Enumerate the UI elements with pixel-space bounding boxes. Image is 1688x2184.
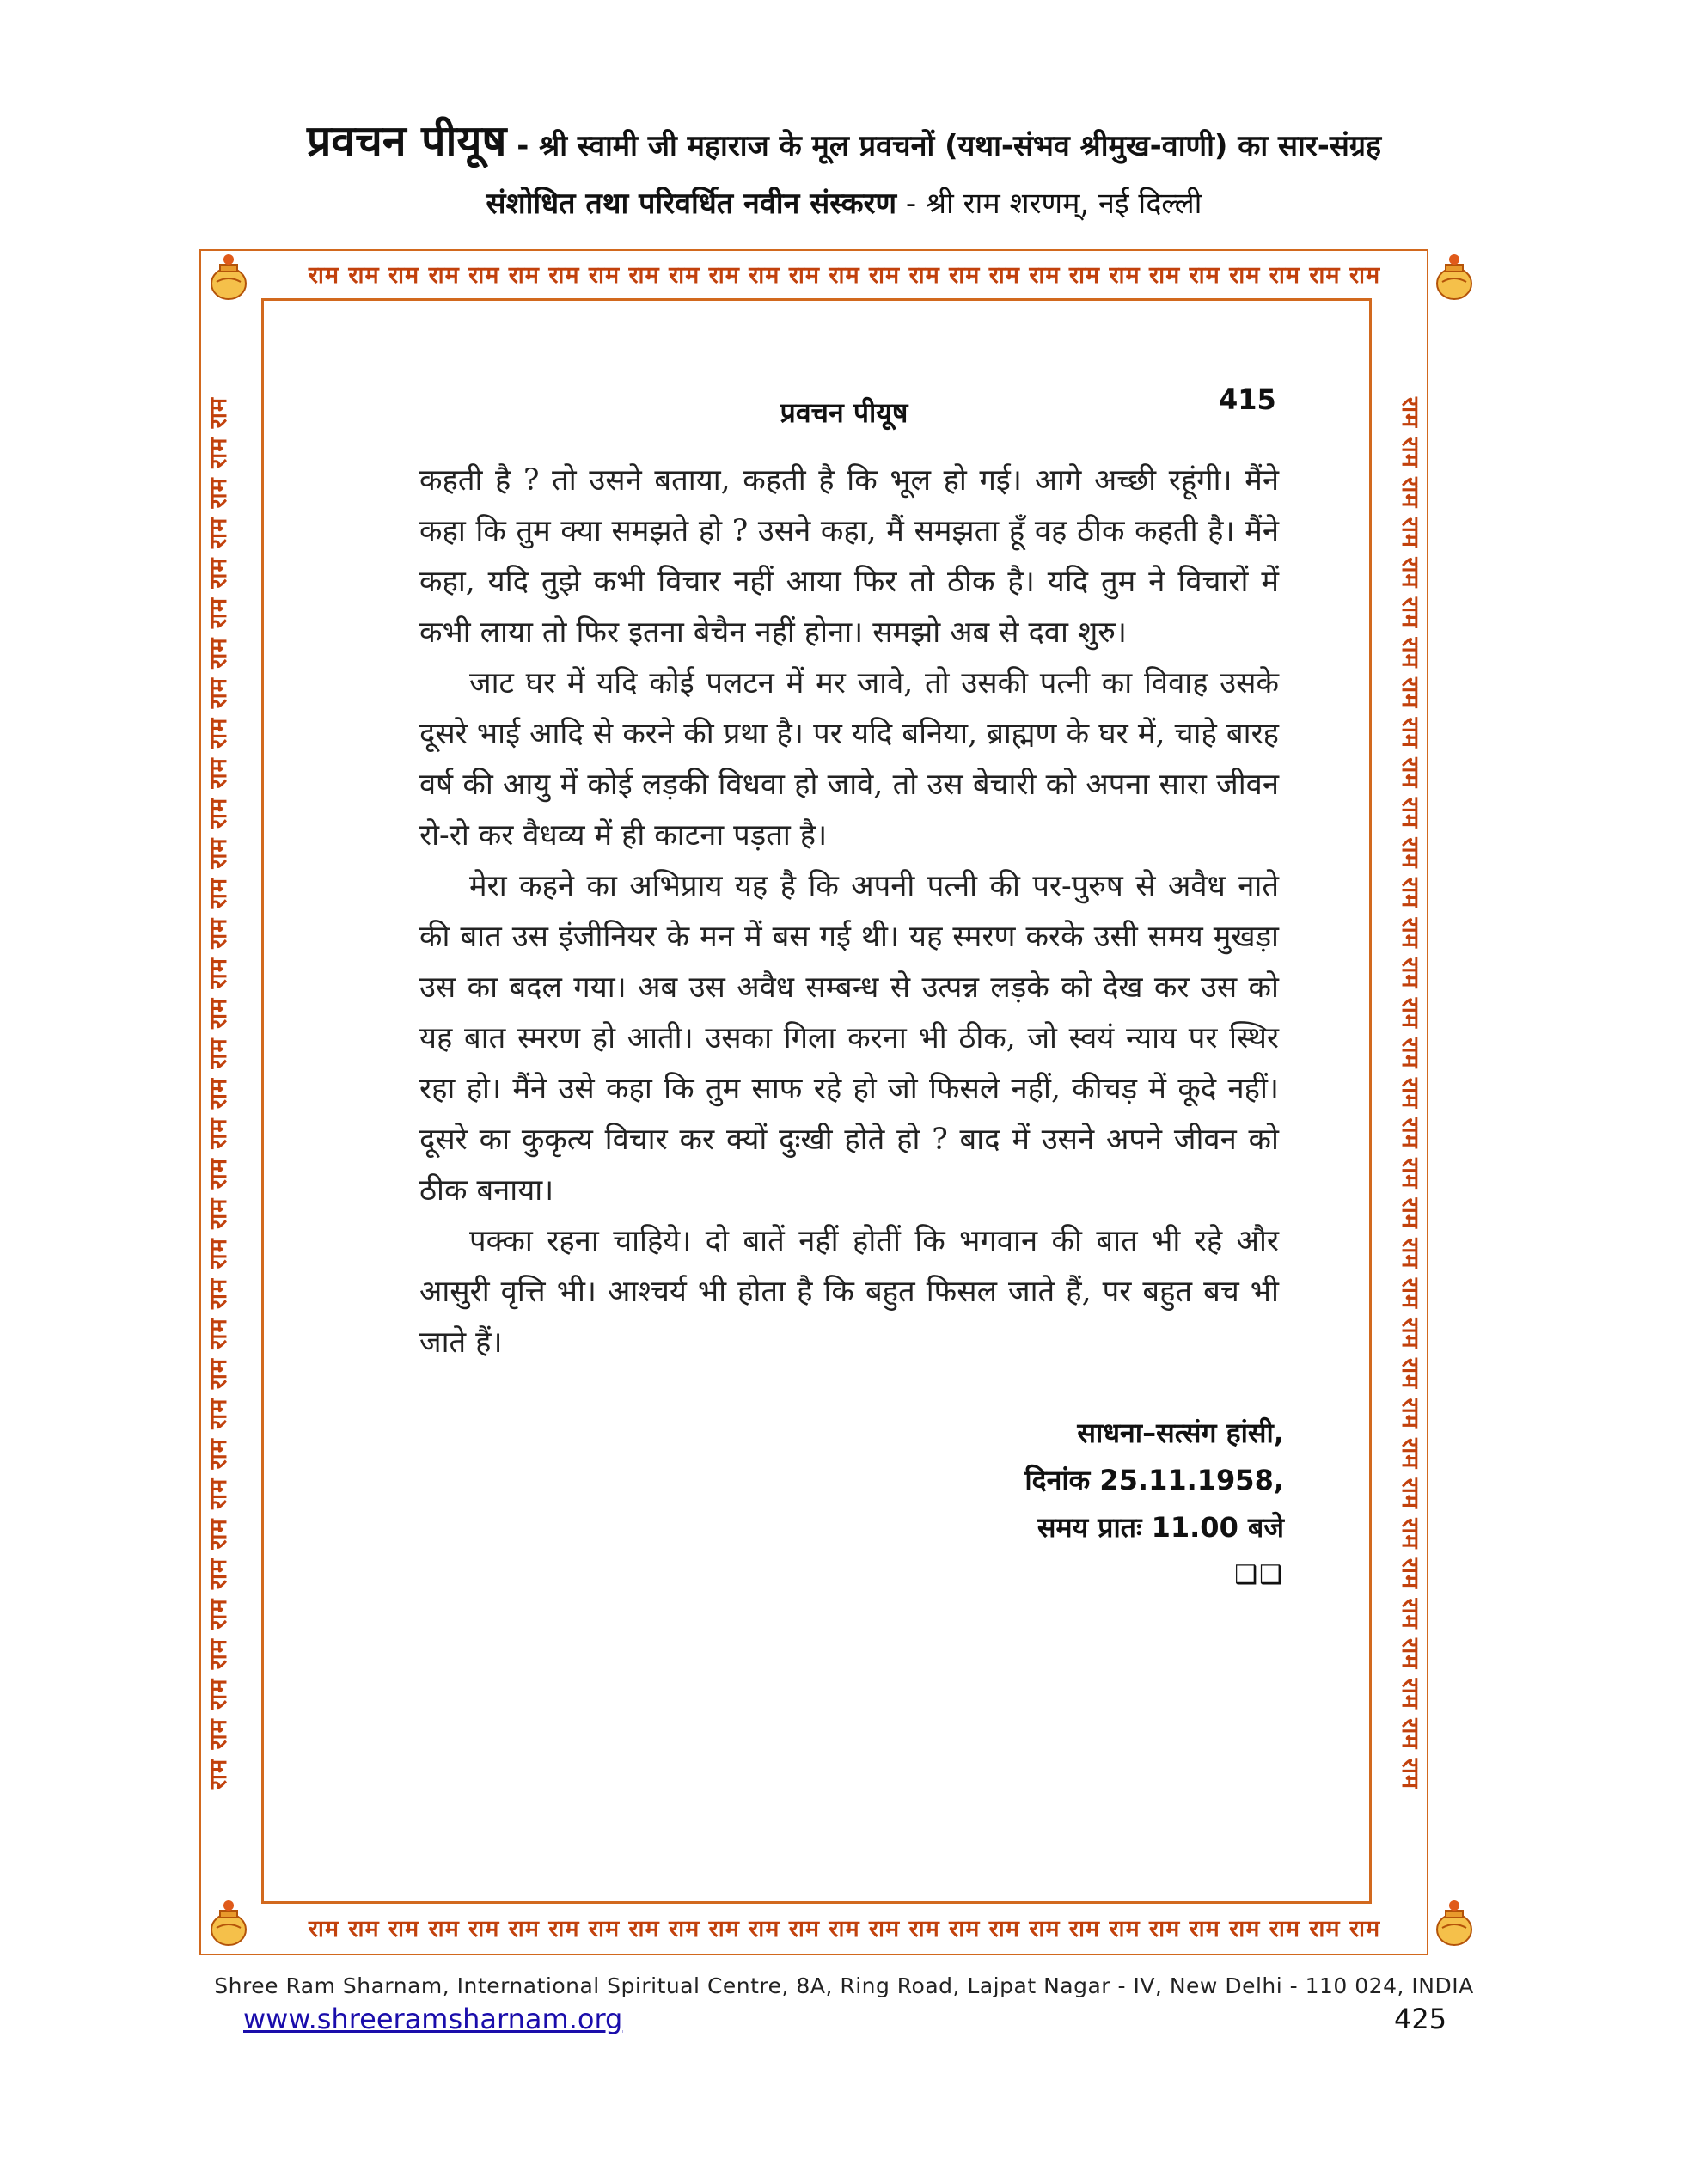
paragraph: जाट घर में यदि कोई पलटन में मर जावे, तो उसकी पत्नी का विवाह उसके दूसरे भाई आदि से करने की प्रथा है। पर यदि बनिया, ब्राह्मण के घर में, चाहे बारह वर्ष की आयु में कोई लड़की विधवा हो जावे, तो उस बेचारी को अपना सारा जीवन रो-रो कर वैधव्य में ही काटना पड़ता है।	[419, 666, 1279, 853]
document-header-subtitle	[0, 182, 1688, 222]
kalash-ornament-icon	[201, 1895, 256, 1950]
document-header-title	[0, 110, 1688, 168]
end-mark: ❑❑	[1234, 1560, 1284, 1590]
paragraph: मेरा कहने का अभिप्राय यह है कि अपनी पत्नी की पर-पुरुष से अवैध नाते की बात उस इंजीनियर के मन में बस गई थी। यह स्मरण करके उसी समय मुखड़ा उस का बदल गया। अब उस अवैध सम्बन्ध से उत्पन्न लड़के को देख कर उस को यह बात स्मरण हो आती। उसका गिला करना भी ठीक, जो स्वयं न्याय पर स्थिर रहा हो। मैंने उसे कहा कि तुम साफ रहे हो जो फिसले नहीं, कीचड़ में कूदे नहीं। दूसरे का कुकृत्य विचार कर क्यों दुःखी होते हो ? बाद में उसने अपने जीवन को ठीक बनाया।	[419, 869, 1279, 1208]
border-text-bottom: राम राम राम राम राम राम राम राम राम राम राम राम राम राम राम राम राम राम राम राम राम राम राम राम राम राम राम	[308, 1916, 1381, 1942]
header-title-rest: - श्री स्वामी जी महाराज के मूल प्रवचनों (यथा-संभव श्रीमुख-वाणी) का सार-संग्रह	[506, 129, 1382, 163]
website-link[interactable]: www.shreeramsharnam.org	[243, 2003, 623, 2035]
signature-block	[1024, 1410, 1284, 1599]
kalash-ornament-icon	[1427, 249, 1482, 304]
kalash-ornament-icon	[1427, 1895, 1482, 1950]
border-text-left: राम राम राम राम राम राम राम राम राम राम राम राम राम राम राम राम राम राम राम राम राम राम राम राम राम राम राम राम राम राम राम राम राम राम राम	[205, 397, 232, 1789]
book-page-number: 415	[1219, 383, 1276, 416]
signature-place: साधना–सत्संग हांसी,	[1077, 1416, 1284, 1449]
signature-date: दिनांक 25.11.1958,	[1024, 1464, 1284, 1496]
footer-address: Shree Ram Sharnam, International Spiritual Centre, 8A, Ring Road, Lajpat Nagar - IV, New Delhi - 110 024, INDIA	[214, 1973, 1474, 1998]
kalash-ornament-icon	[201, 249, 256, 304]
signature-time: समय प्रातः 11.00 बजे	[1037, 1511, 1284, 1544]
header-subtitle-bold: संशोधित तथा परिवर्धित नवीन संस्करण	[486, 187, 897, 221]
pdf-page-number: 425	[1394, 2003, 1447, 2035]
paragraph: कहती है ? तो उसने बताया, कहती है कि भूल हो गई। आगे अच्छी रहूंगी। मैंने कहा कि तुम क्या समझते हो ? उसने कहा, मैं समझता हूँ वह ठीक कहती है। मैंने कहा, यदि तुझे कभी विचार नहीं आया फिर तो ठीक है। यदि तुम ने विचारों में कभी लाया तो फिर इतना बेचैन नहीं होना। समझो अब से दवा शुरु।	[419, 463, 1279, 650]
header-subtitle-rest: - श्री राम शरणम्, नई दिल्ली	[896, 187, 1202, 221]
border-text-right: राम राम राम राम राम राम राम राम राम राम राम राम राम राम राम राम राम राम राम राम राम राम राम राम राम राम राम राम राम राम राम राम राम राम राम	[1397, 397, 1423, 1789]
body-text	[419, 456, 1279, 1368]
paragraph: पक्का रहना चाहिये। दो बातें नहीं होतीं कि भगवान की बात भी रहे और आसुरी वृत्ति भी। आश्चर्य भी होता है कि बहुत फिसल जाते हैं, पर बहुत बच भी जाते हैं।	[419, 1224, 1279, 1360]
header-title-main: प्रवचन पीयूष	[306, 116, 507, 166]
border-text-top: राम राम राम राम राम राम राम राम राम राम राम राम राम राम राम राम राम राम राम राम राम राम राम राम राम राम राम	[308, 262, 1381, 289]
book-page-title: प्रवचन पीयूष	[780, 396, 908, 429]
